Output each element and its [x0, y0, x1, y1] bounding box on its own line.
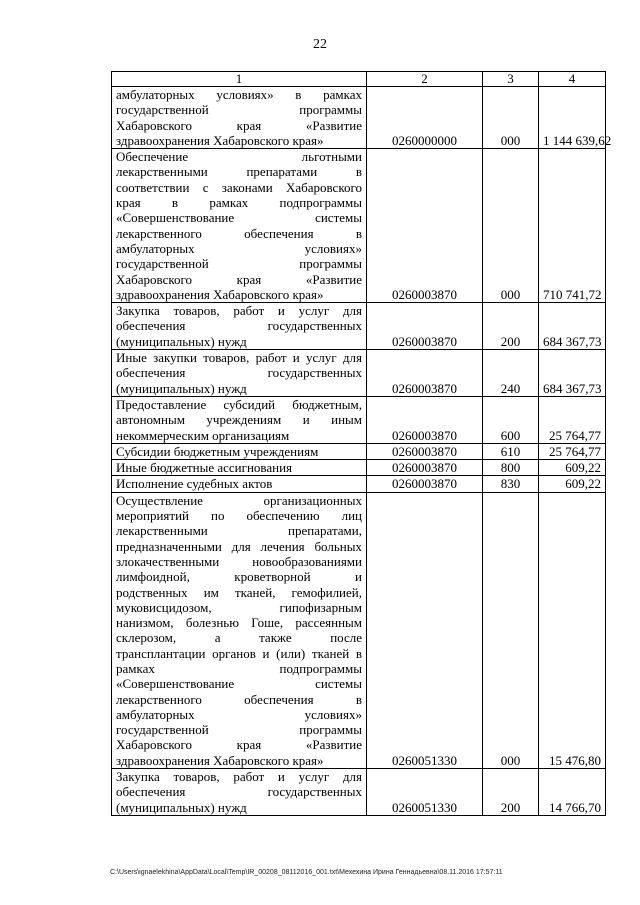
table-row [112, 350, 606, 397]
row-description [112, 149, 367, 303]
row-expense-type: 240 [483, 350, 539, 397]
row-expense-type: 000 [483, 492, 539, 768]
description-line: обеспечения государственных [116, 365, 362, 381]
row-target-code: 0260003870 [367, 460, 483, 476]
description-line: некоммерческим организациям [116, 427, 290, 443]
row-expense-type: 200 [483, 769, 539, 816]
description-line: родственных им тканей, гемофилией, [116, 584, 362, 600]
row-expense-type: 610 [483, 443, 539, 459]
row-amount: 25 764,77 [539, 396, 606, 443]
row-description [112, 87, 367, 149]
column-header-4: 4 [539, 72, 606, 87]
row-amount: 1 144 639,62 [539, 87, 606, 149]
description-line: Субсидии бюджетным учреждениям [116, 443, 319, 459]
description-line: нанизмом, болезнью Гоше, рассеянным [116, 615, 362, 631]
description-line: Исполнение судебных актов [116, 476, 273, 492]
row-description [112, 769, 367, 816]
description-line: государственной программы [116, 102, 362, 118]
column-header-2: 2 [367, 72, 483, 87]
row-target-code: 0260051330 [367, 769, 483, 816]
table-row [112, 87, 606, 149]
description-line: соответствии с законами Хабаровского [116, 179, 362, 195]
row-description [112, 492, 367, 768]
row-target-code: 0260051330 [367, 492, 483, 768]
row-description [112, 350, 367, 397]
description-line: злокачественными новообразованиями [116, 553, 362, 569]
row-expense-type: 800 [483, 460, 539, 476]
row-amount: 609,22 [539, 460, 606, 476]
description-line: Хабаровского края «Развитие [116, 117, 362, 133]
budget-table [111, 71, 612, 816]
description-line: Хабаровского края «Развитие [116, 271, 362, 287]
description-line: Предоставление субсидий бюджетным, [116, 396, 362, 412]
description-line: Закупка товаров, работ и услуг для [116, 769, 362, 785]
description-line: мероприятий по обеспечению лиц [116, 508, 362, 524]
description-line: Иные бюджетные ассигнования [116, 460, 293, 476]
row-expense-type: 600 [483, 396, 539, 443]
description-line: «Совершенствование системы [116, 676, 362, 692]
description-line: здравоохранения Хабаровского края» [116, 286, 324, 302]
description-line: амбулаторных условиях» [116, 240, 362, 256]
row-target-code: 0260003870 [367, 303, 483, 350]
description-line: лимфоидной, кроветворной и [116, 569, 362, 585]
row-amount: 609,22 [539, 476, 606, 492]
row-amount: 684 367,73 [539, 303, 606, 350]
table-header-row [112, 72, 606, 87]
description-line: здравоохранения Хабаровского края» [116, 752, 324, 768]
row-expense-type: 000 [483, 87, 539, 149]
row-target-code: 0260003870 [367, 443, 483, 459]
table-row [112, 303, 606, 350]
row-target-code: 0260003870 [367, 396, 483, 443]
description-line: (муниципальных) нужд [116, 799, 247, 815]
description-line: Хабаровского края «Развитие [116, 737, 362, 753]
row-description [112, 476, 367, 492]
row-target-code: 0260003870 [367, 476, 483, 492]
row-amount: 710 741,72 [539, 149, 606, 303]
row-description [112, 460, 367, 476]
description-line: трансплантации органов и (или) тканей в [116, 645, 362, 661]
description-line: лекарственного обеспечения в [116, 691, 362, 707]
row-expense-type: 000 [483, 149, 539, 303]
table-row [112, 460, 606, 476]
row-description [112, 303, 367, 350]
row-amount: 14 766,70 [539, 769, 606, 816]
description-line: Осуществление организационных [116, 492, 362, 508]
description-line: государственной программы [116, 256, 362, 272]
description-line: (муниципальных) нужд [116, 380, 247, 396]
description-line: Закупка товаров, работ и услуг для [116, 303, 362, 319]
description-line: амбулаторных условиях» в рамках [116, 87, 362, 102]
description-line: предназначенными для лечения больных [116, 538, 362, 554]
row-expense-type: 830 [483, 476, 539, 492]
description-line: здравоохранения Хабаровского края» [116, 132, 324, 148]
description-line: лекарственными препаратами, [116, 523, 362, 539]
row-target-code: 0260003870 [367, 149, 483, 303]
description-line: Иные закупки товаров, работ и услуг для [116, 350, 362, 366]
row-amount: 15 476,80 [539, 492, 606, 768]
description-line: (муниципальных) нужд [116, 333, 247, 349]
row-target-code: 0260003870 [367, 350, 483, 397]
description-line: рамках подпрограммы [116, 660, 362, 676]
description-line: обеспечения государственных [116, 318, 362, 334]
table-row [112, 443, 606, 459]
page-number: 22 [313, 37, 327, 52]
description-line: амбулаторных условиях» [116, 706, 362, 722]
column-header-1: 1 [112, 72, 367, 87]
table-row [112, 149, 606, 303]
description-line: края в рамках подпрограммы [116, 195, 362, 211]
row-amount: 684 367,73 [539, 350, 606, 397]
row-target-code: 0260000000 [367, 87, 483, 149]
description-line: Обеспечение льготными [116, 149, 362, 165]
description-line: обеспечения государственных [116, 784, 362, 800]
row-description [112, 443, 367, 459]
file-path-footer: C:\Users\ignaelekhina\AppData\Local\Temp\IR_00208_08112016_001.txt\Мехехина Ирина Геннадьевна\08.11.2016 17:57:11 [110, 869, 503, 876]
description-line: государственной программы [116, 722, 362, 738]
description-line: лекарственными препаратами в [116, 164, 362, 180]
table-row [112, 396, 606, 443]
row-expense-type: 200 [483, 303, 539, 350]
table-row [112, 492, 606, 768]
table-row [112, 769, 606, 816]
description-line: «Совершенствование системы [116, 210, 362, 226]
description-line: муковисцидозом, гипофизарным [116, 599, 362, 615]
column-header-3: 3 [483, 72, 539, 87]
table-row [112, 476, 606, 492]
description-line: автономным учреждениям и иным [116, 412, 362, 428]
description-line: лекарственного обеспечения в [116, 225, 362, 241]
row-description [112, 396, 367, 443]
description-line: склерозом, а также после [116, 630, 362, 646]
row-amount: 25 764,77 [539, 443, 606, 459]
